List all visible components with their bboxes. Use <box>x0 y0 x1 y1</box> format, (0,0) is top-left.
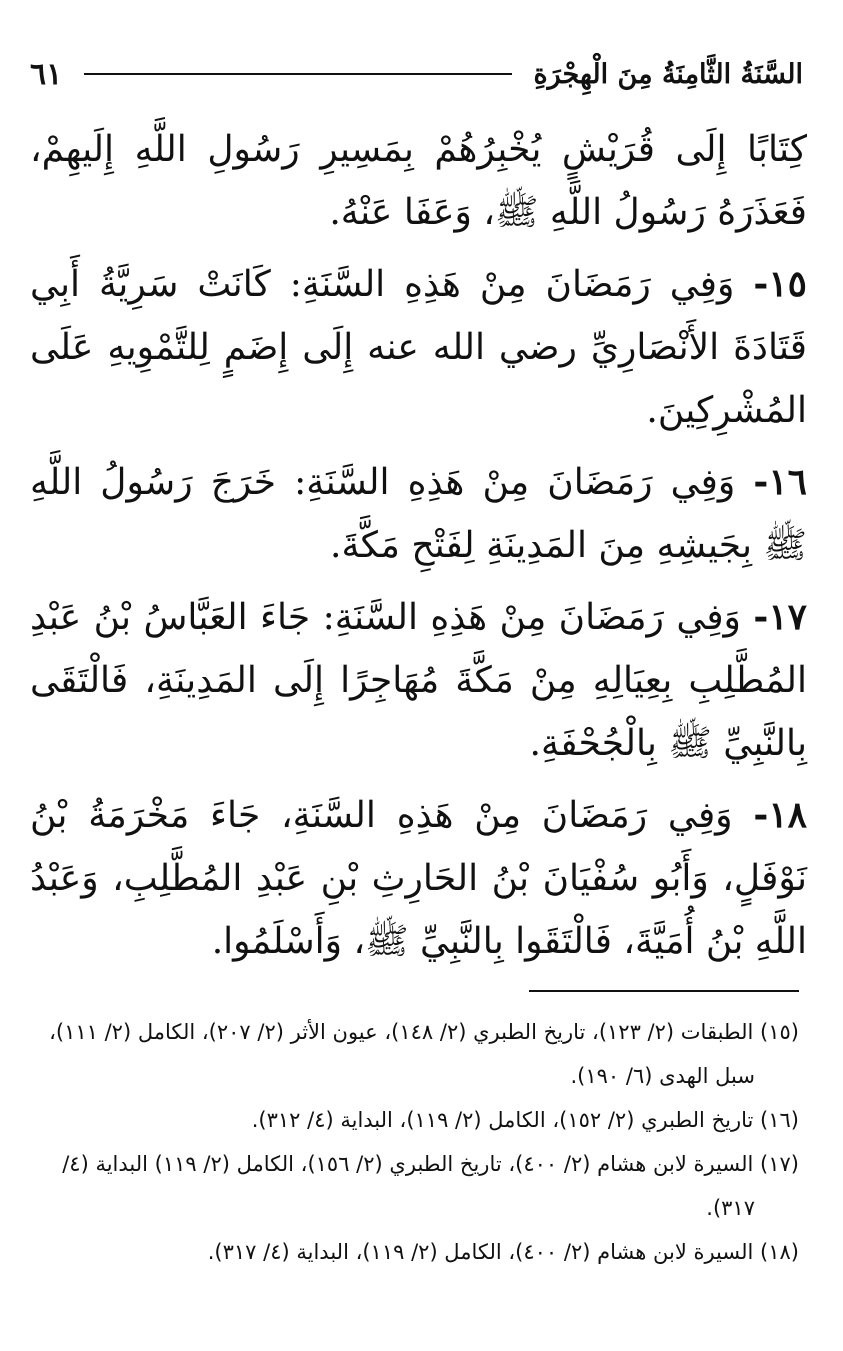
footnote-15: (١٥) الطبقات (٢/ ١٢٣)، تاريخ الطبري (٢/ ١٤٨)، عيون الأثر (٢/ ٢٠٧)، الكامل (٢/ ١١١)، سبل الهدى (٦/ ١٩٠). <box>49 1020 799 1088</box>
entry-text: وَفِي رَمَضَانَ مِنْ هَذِهِ السَّنَةِ: جَاءَ العَبَّاسُ بْنُ عَبْدِ المُطَّلِبِ بِعِيَالِهِ مِنْ مَكَّةَ مُهَاجِرًا إِلَى المَدِينَةِ، فَالْتَقَى بِالنَّبِيِّ ﷺ بِالْجُحْفَةِ. <box>30 597 807 764</box>
entry-16 <box>30 451 807 577</box>
entry-number: ١٦- <box>753 461 807 503</box>
entry-text: وَفِي رَمَضَانَ مِنْ هَذِهِ السَّنَةِ، جَاءَ مَخْرَمَةُ بْنُ نَوْفَلٍ، وَأَبُو سُفْيَانَ بْنُ الحَارِثِ بْنِ عَبْدِ المُطَّلِبِ، وَعَبْدُ اللَّهِ بْنُ أُمَيَّةَ، فَالْتَقَوا بِالنَّبِيِّ ﷺ، وَأَسْلَمُوا. <box>30 795 807 962</box>
continuation-paragraph: كِتَابًا إِلَى قُرَيْشٍ يُخْبِرُهُمْ بِمَسِيرِ رَسُولِ اللَّهِ إِلَيهِمْ، فَعَذَرَهُ رَسُولُ اللَّهِ ﷺ، وَعَفَا عَنْهُ. <box>30 129 807 233</box>
footnote-separator <box>529 990 799 992</box>
page-header <box>30 50 803 98</box>
header-rule <box>84 73 511 75</box>
page-number: ٦١ <box>30 56 63 92</box>
entry-18 <box>30 784 807 973</box>
entry-number: ١٧- <box>753 596 807 638</box>
footnote-17: (١٧) السيرة لابن هشام (٢/ ٤٠٠)، تاريخ الطبري (٢/ ١٥٦)، الكامل (٢/ ١١٩) البداية (٤/ ٣١٧). <box>62 1152 799 1220</box>
entry-text: وَفِي رَمَضَانَ مِنْ هَذِهِ السَّنَةِ: كَانَتْ سَرِيَّةُ أَبِي قَتَادَةَ الأَنْصَارِيِّ رضي الله عنه إِلَى إِضَمٍ لِلتَّمْوِيهِ عَلَى المُشْرِكِينَ. <box>30 264 807 431</box>
entry-17 <box>30 586 807 775</box>
footnotes <box>22 1010 799 1274</box>
footnote-16: (١٦) تاريخ الطبري (٢/ ١٥٢)، الكامل (٢/ ١١٩)، البداية (٤/ ٣١٢). <box>251 1108 799 1132</box>
entry-number: ١٥- <box>753 263 807 305</box>
entry-15 <box>30 253 807 442</box>
main-text <box>30 118 807 982</box>
entry-text: وَفِي رَمَضَانَ مِنْ هَذِهِ السَّنَةِ: خَرَجَ رَسُولُ اللَّهِ ﷺ بِجَيشِهِ مِنَ المَدِينَةِ لِفَتْحِ مَكَّةَ. <box>30 462 807 566</box>
footnote-18: (١٨) السيرة لابن هشام (٢/ ٤٠٠)، الكامل (٢/ ١١٩)، البداية (٤/ ٣١٧). <box>207 1240 799 1264</box>
running-title: السَّنَةُ الثَّامِنَةُ مِنَ الْهِجْرَةِ <box>533 58 803 90</box>
entry-number: ١٨- <box>753 794 807 836</box>
